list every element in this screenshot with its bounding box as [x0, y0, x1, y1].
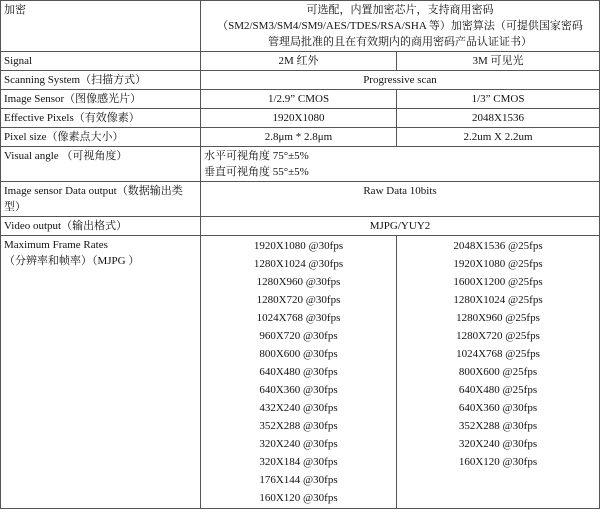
frame-rates-ir [201, 236, 397, 509]
visual-angle-vertical: 垂直可视角度 55°±5% [204, 166, 309, 178]
frame-rate-entry: 1280X960 @30fps [256, 276, 341, 288]
frame-rate-entry: 2048X1536 @25fps [453, 240, 543, 252]
frame-rate-entry: 160X120 @30fps [259, 492, 338, 504]
frame-rates-label [1, 236, 201, 509]
pixels-value-visible: 2048X1536 [397, 109, 600, 128]
frame-rate-entry: 640X360 @30fps [259, 384, 338, 396]
frame-rate-entry: 352X288 @30fps [259, 420, 338, 432]
frame-rate-entry: 1280X720 @25fps [456, 330, 540, 342]
scanning-row [1, 71, 600, 90]
signal-row [1, 52, 600, 71]
encryption-label: 加密 [1, 1, 201, 52]
frame-rate-entry: 176X144 @30fps [259, 474, 338, 486]
scanning-value: Progressive scan [201, 71, 600, 90]
frame-rate-entry: 1280X1024 @30fps [253, 258, 344, 270]
pixel-size-row [1, 128, 600, 147]
signal-value-ir: 2M 红外 [201, 52, 397, 71]
sensor-value-visible: 1/3” CMOS [397, 90, 600, 109]
pixel-size-label: Pixel size（像素点大小） [1, 128, 201, 147]
frame-rate-entry: 640X360 @30fps [458, 402, 538, 414]
video-output-label: Video output（输出格式） [1, 217, 201, 236]
frame-rate-entry: 640X480 @25fps [458, 384, 538, 396]
video-output-row [1, 217, 600, 236]
frame-rate-entry: 1920X1080 @25fps [453, 258, 543, 270]
signal-label: Signal [1, 52, 201, 71]
visual-angle-row [1, 147, 600, 182]
pixel-size-value-visible: 2.2um X 2.2um [397, 128, 600, 147]
sensor-row [1, 90, 600, 109]
sensor-label: Image Sensor（图像感光片） [1, 90, 201, 109]
data-output-value: Raw Data 10bits [201, 182, 600, 217]
visual-angle-value [201, 147, 600, 182]
pixels-label: Effective Pixels（有效像素） [1, 109, 201, 128]
frame-rate-entry: 960X720 @30fps [259, 330, 338, 342]
data-output-row [1, 182, 600, 217]
frame-rate-entry: 1920X1080 @30fps [253, 240, 344, 252]
frame-rates-visible [397, 236, 600, 509]
frame-rate-entry: 320X240 @30fps [458, 438, 538, 450]
pixels-row [1, 109, 600, 128]
frame-rate-entry: 352X288 @30fps [458, 420, 538, 432]
scanning-label: Scanning System（扫描方式） [1, 71, 201, 90]
frame-rate-entry: 800X600 @30fps [259, 348, 338, 360]
frame-rate-entry: 1024X768 @30fps [256, 312, 341, 324]
frame-rate-entry: 432X240 @30fps [259, 402, 338, 414]
frame-rates-list-ir [204, 237, 393, 507]
frame-rates-list-visible [400, 237, 596, 471]
frame-rate-entry: 320X184 @30fps [259, 456, 338, 468]
frame-rate-entry: 1280X1024 @25fps [453, 294, 543, 306]
encryption-row [1, 1, 600, 52]
frame-rate-entry: 160X120 @30fps [458, 456, 538, 468]
frame-rates-label-subtitle: （分辨率和帧率）（MJPG ） [4, 255, 140, 267]
encryption-value [201, 1, 600, 52]
sensor-value-ir: 1/2.9” CMOS [201, 90, 397, 109]
encryption-line: 可选配，内置加密芯片，支持商用密码 [306, 4, 494, 16]
frame-rate-entry: 320X240 @30fps [259, 438, 338, 450]
pixels-value-ir: 1920X1080 [201, 109, 397, 128]
frame-rate-entry: 1024X768 @25fps [456, 348, 540, 360]
pixel-size-value-ir: 2.8μm * 2.8μm [201, 128, 397, 147]
visual-angle-label: Visual angle （可视角度） [1, 147, 201, 182]
frame-rate-entry: 1280X960 @25fps [456, 312, 540, 324]
frame-rates-label-title: Maximum Frame Rates [4, 239, 108, 251]
frame-rate-entry: 640X480 @30fps [259, 366, 338, 378]
signal-value-visible: 3M 可见光 [397, 52, 600, 71]
data-output-label: Image sensor Data output（数据输出类型） [1, 182, 201, 217]
video-output-value: MJPG/YUY2 [201, 217, 600, 236]
frame-rate-entry: 800X600 @25fps [458, 366, 538, 378]
encryption-line: （SM2/SM3/SM4/SM9/AES/TDES/RSA/SHA 等）加密算法（可提供国家密码 [217, 20, 583, 32]
encryption-line: 管理局批准的且在有效期内的商用密码产品认证证书） [268, 36, 532, 48]
visual-angle-horizontal: 水平可视角度 75°±5% [204, 150, 309, 162]
frame-rates-row [1, 236, 600, 509]
frame-rate-entry: 1600X1200 @25fps [453, 276, 543, 288]
frame-rate-entry: 1280X720 @30fps [256, 294, 341, 306]
